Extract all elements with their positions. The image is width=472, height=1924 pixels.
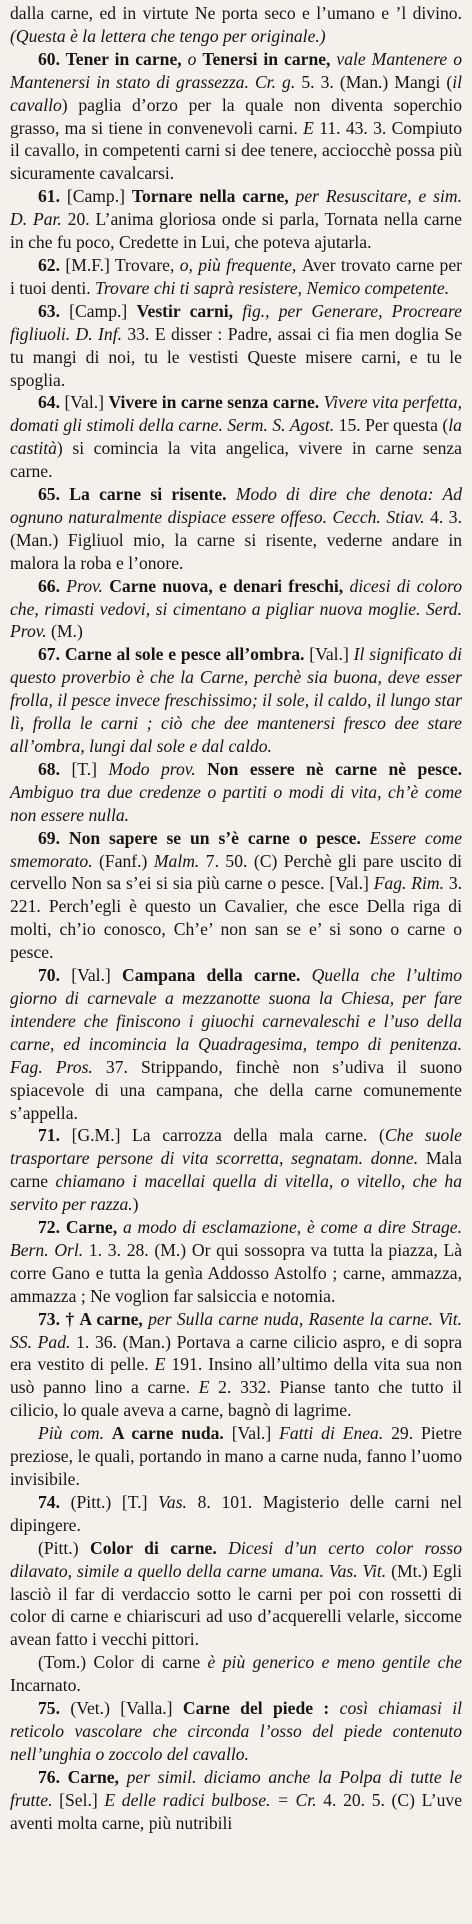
dictionary-entry	[10, 1537, 462, 1652]
entry-italic-text: E	[303, 117, 320, 138]
entry-text: (Fanf.)	[99, 850, 154, 871]
dictionary-entry	[10, 483, 462, 575]
entry-headword: 66.	[38, 575, 67, 596]
entry-headword: Carne,	[67, 1766, 127, 1787]
entry-italic-text: Fag. Rim.	[373, 873, 449, 894]
entry-headword: Color di carne.	[90, 1537, 229, 1558]
entry-headword: Carne al sole e pesce all’ombra.	[64, 644, 310, 665]
dictionary-entry	[10, 827, 462, 964]
entry-italic-text: Modo di dire che denota: Ad ognuno naturalmente dispiace essere offeso. Cecch. Stiav.	[10, 484, 463, 527]
entry-headword: A carne nuda.	[111, 1423, 232, 1444]
entry-italic-text: è più generico e meno gentile che	[207, 1652, 462, 1673]
dictionary-entry	[10, 1697, 462, 1766]
entry-text: [Val.]	[309, 644, 354, 665]
entry-headword: Non essere nè carne nè pesce.	[207, 758, 462, 779]
entry-headword: 71.	[38, 1125, 72, 1146]
entry-text: [Val.]	[71, 965, 123, 986]
entry-text: 37. Strippando, finchè non s’udiva il suono spiacevole di una campana, che della carne comunemente s’appella.	[10, 1056, 462, 1123]
entry-text: [Camp.]	[66, 186, 132, 207]
continued-entry	[10, 2, 462, 48]
dictionary-entry	[10, 1422, 462, 1491]
entry-headword: 62.	[38, 254, 66, 275]
entry-headword: 65.	[38, 484, 70, 505]
entry-text: ) paglia d’orzo per la quale non diventa soperchio grasso, ma si tiene in convenevoli carni.	[10, 94, 462, 138]
entry-headword: 73.	[38, 1308, 66, 1329]
entry-headword: 64.	[38, 392, 65, 413]
dictionary-entry	[10, 391, 462, 483]
entry-italic-text: Dicesi d’un certo color rosso dilavato, simile a quello della carne umana. Vas. Vit.	[10, 1537, 462, 1581]
entry-text: 20. L’anima gloriosa onde si parla, Tornata nella carne in che fu poco, Credette in Lui, che poteva ajutarla.	[10, 209, 462, 253]
dictionary-entry	[10, 300, 462, 392]
entry-text: [T.]	[71, 758, 109, 779]
entry-italic-text: per Resuscitare, e sim. D. Par.	[10, 186, 462, 230]
entry-text: (Tom.) Color di carne	[38, 1652, 208, 1673]
entry-italic-text: E	[154, 1354, 172, 1375]
entry-headword: 61.	[38, 186, 67, 207]
dictionary-entry	[10, 1491, 462, 1537]
entry-headword: Carne del piede :	[182, 1698, 340, 1719]
entry-text: 8. 101. Magisterio delle carni nel dipingere.	[10, 1491, 462, 1535]
entry-italic-text: E delle radici bulbose. = Cr.	[104, 1789, 324, 1810]
entry-headword: 70.	[38, 965, 72, 986]
entry-headword: 76.	[38, 1766, 68, 1787]
entry-text: (Vet.) [Valla.]	[70, 1698, 183, 1719]
entry-text: 191. Insino all’ultimo della vita sua non usò panno lino a carne.	[10, 1354, 462, 1398]
entry-text: Incarnato.	[10, 1675, 81, 1696]
entry-headword: 72.	[38, 1217, 66, 1238]
entry-headword: 60.	[38, 48, 66, 69]
entry-headword: 74.	[38, 1491, 71, 1512]
entry-headword: 68.	[38, 758, 72, 779]
entry-text: 33. E disser : Padre, assai ci fia men doglia Se tu mangi di noi, tu le vestisti Queste misere carni, e tu le spoglia.	[10, 323, 462, 390]
entry-italic-text: Modo prov.	[108, 758, 208, 779]
entry-italic-text: il cavallo	[10, 71, 462, 115]
entry-text: 2. 332. Pianse tanto che tutto il cilicio, lo quale aveva a carne, bagnò di lagrime.	[10, 1377, 462, 1421]
dictionary-entry	[10, 1651, 462, 1697]
entry-headword: † A carne,	[65, 1308, 149, 1329]
entry-text: 1. 3. 28. (M.) Or qui sossopra va tutta la piazza, Là corre Gano e tutta la genìa Addosso Astolfo ; carne, ammazza, ammazza ; Ne voglion far salsiccia e notomia.	[10, 1239, 462, 1306]
entry-text: [Val.]	[64, 392, 109, 413]
entry-text: [G.M.] La carrozza della mala carne. (	[71, 1125, 385, 1146]
dictionary-entry	[10, 1766, 462, 1835]
entry-text: Mala carne	[10, 1148, 462, 1192]
entry-italic-text: vale Mantenere o Mantenersi in stato di grassezza. Cr. g.	[10, 48, 462, 92]
entry-headword: La carne si risente.	[69, 484, 236, 505]
dictionary-entry	[10, 1216, 462, 1308]
entry-italic-text: (Questa è la lettera che tengo per originale.)	[10, 25, 326, 46]
dictionary-entry	[10, 185, 462, 254]
entry-headword: 75.	[38, 1698, 71, 1719]
dictionary-entry	[10, 1308, 462, 1423]
entry-headword: 67.	[38, 644, 65, 665]
entry-italic-text: Fatti di Enea.	[279, 1423, 392, 1444]
entry-headword: Vestir carni,	[136, 300, 243, 321]
entry-italic-text: Vas.	[158, 1491, 198, 1512]
entry-italic-text: o	[187, 48, 203, 69]
dictionary-entry	[10, 643, 462, 758]
entry-headword: Carne nuova, e denari freschi,	[109, 575, 350, 596]
entry-italic-text: Più com.	[38, 1423, 112, 1444]
entry-headword: Tenersi in carne,	[202, 48, 337, 69]
entry-text: 11. 43. 3. Compiuto il cavallo, in competenti carni si dee tenere, acciocchè possa più sicuramente cavalcarsi.	[10, 117, 463, 184]
dictionary-entry	[10, 758, 462, 827]
entry-italic-text: per simil. diciamo anche la Polpa di tutte le frutte.	[10, 1766, 463, 1810]
entry-headword: 63.	[38, 300, 70, 321]
entry-text: (Pitt.)	[38, 1537, 91, 1558]
entry-text: ) si comincia la vita angelica, vivere in carne senza carne.	[10, 438, 462, 482]
entry-text: [Val.]	[231, 1423, 280, 1444]
entry-headword: Tener in carne,	[65, 48, 188, 69]
entry-headword: Campana della carne.	[122, 965, 312, 986]
entry-italic-text: Prov.	[66, 575, 110, 596]
dictionary-entry	[10, 254, 462, 300]
entry-italic-text: la castità	[10, 415, 462, 459]
entry-headword: Carne,	[65, 1217, 123, 1238]
entry-text: (Pitt.) [T.]	[70, 1491, 159, 1512]
entry-italic-text: dicesi di coloro che, rimasti vedovi, si cimentano a pigliar nuova moglie. Serd. Prov.	[10, 575, 462, 642]
entry-text: 4. 20. 5. (C) L’uve aventi molta carne, più nutribili	[10, 1789, 463, 1833]
entry-headword: Non sapere se un s’è carne o pesce.	[68, 827, 370, 848]
entry-text: 1. 36. (Man.) Portava a carne cilicio aspro, e di sopra era vestito di pelle.	[10, 1331, 463, 1375]
entry-text: 7. 50. (C) Perchè gli pare uscito di cervello Non sa s’ei si sia più carne o pesce. [Val.]	[10, 850, 463, 894]
entry-text: dalla carne, ed in virtute Ne porta seco e l’umano e ’l divino.	[10, 3, 462, 23]
entry-text: [Sel.]	[59, 1789, 105, 1810]
entry-italic-text: Malm.	[153, 850, 206, 871]
entry-text: [M.F.] Trovare,	[65, 254, 180, 275]
entry-text: )	[132, 1194, 139, 1215]
entry-headword: Vivere in carne senza carne.	[108, 392, 324, 413]
entry-italic-text: Essere come smemorato.	[10, 827, 463, 871]
entry-italic-text: E	[198, 1377, 219, 1398]
entry-italic-text: Vivere vita perfetta, domati gli stimoli della carne. Serm. S. Agost.	[10, 392, 462, 436]
entry-text: (M.)	[51, 621, 83, 642]
entry-italic-text: Il significato di questo proverbio è che la Carne, perchè sia buona, deve esser frolla, il pesce invece freschissimo; il sole, il caldo, il lungo star lì, frolla le carni ; ciò che dee mantenersi fresco dee stare all’ombra, lungi dal sole e dal caldo.	[10, 644, 463, 756]
entry-headword: 69.	[38, 827, 69, 848]
entry-text: [Camp.]	[69, 300, 137, 321]
entry-italic-text: Quella che l’ultimo giorno di carnevale a mezzanotte suona la Chiesa, per fare intendere che finiscono i giuochi carnevaleschi e l’uso della carne, ed incomincia la Quadragesima, tempo di penitenza. Fag. Pros.	[10, 965, 463, 1077]
entry-text: 15. Per questa (	[338, 415, 449, 436]
dictionary-entry	[10, 964, 462, 1124]
entry-italic-text: Che suole trasportare persone di vita scorretta, segnatam. donne.	[10, 1125, 462, 1169]
entry-text: (Mt.) Egli lasciò il far di verdaccio sotto le carni per poi con rossetti di color di carne e chiariscuri ad uso d’acquerelli velarle, siccome avean fatto i vecchi pittori.	[10, 1560, 462, 1650]
entry-italic-text: così chiamasi il reticolo vascolare che circonda l’osso del piede contenuto nell’unghia o zoccolo del cavallo.	[10, 1698, 463, 1764]
entry-italic-text: fig., per Generare, Procreare figliuoli. D. Inf.	[10, 300, 462, 344]
entry-text: Aver trovato carne per i tuoi denti.	[10, 254, 463, 298]
entry-italic-text: o, più frequente,	[179, 254, 302, 275]
entry-italic-text: Ambiguo tra due credenze o partiti o modi di vita, ch’è come non essere nulla.	[10, 781, 462, 825]
entry-text: 5. 3. (Man.) Mangi (	[301, 71, 453, 92]
entry-italic-text: chiamano i macellai quella di vitella, o vitello, che ha servito per razza.	[10, 1171, 462, 1215]
entry-text: 3. 221. Perch’egli è questo un Cavalier, che esce Della riga di molti, ch’io conosco, Ch’e’ non san se e’ si sono o carne o pesce.	[10, 873, 463, 963]
dictionary-entry	[10, 48, 462, 185]
dictionary-entry	[10, 1124, 462, 1216]
entry-text: 29. Pietre preziose, le quali, portando in mano a carne nuda, fanno l’uomo invisibile.	[10, 1423, 462, 1489]
entry-italic-text: Trovare chi ti saprà resistere, Nemico competente.	[95, 277, 450, 298]
entry-italic-text: per Sulla carne nuda, Rasente la carne. Vit. SS. Pad.	[10, 1308, 462, 1352]
entry-text: 4. 3. (Man.) Figliuol mio, la carne si risente, vederne andare in malora la roba e l’onore.	[10, 506, 462, 573]
dictionary-entry	[10, 575, 462, 644]
entry-headword: Tornare nella carne,	[131, 186, 296, 207]
entry-italic-text: a modo di esclamazione, è come a dire Strage. Bern. Orl.	[10, 1217, 463, 1260]
